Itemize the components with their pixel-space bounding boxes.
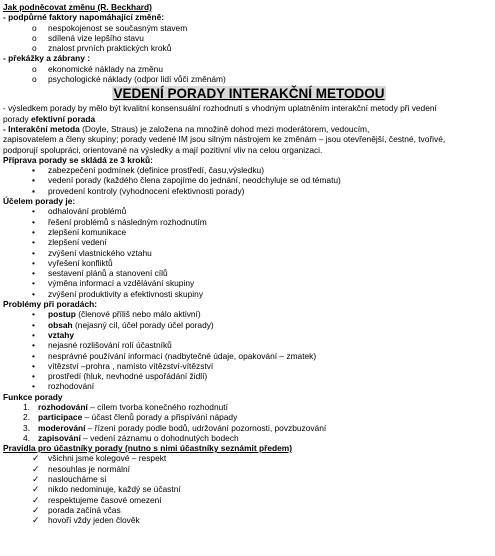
disc-bullet-icon: • [32, 350, 35, 361]
square-bullet-icon: ▪ [32, 185, 35, 196]
intro-line: - výsledkem porady by mělo být kvalitní konsensuální rozhodnutí s vhodným uplatněním interakční metody při vedení [3, 103, 437, 114]
list-item: • prostředí (hluk, nevhodné uspořádání židlí) [32, 371, 208, 382]
circle-bullet-icon: o [32, 43, 37, 54]
problems-heading: Problémy při poradách: [3, 299, 98, 310]
disc-bullet-icon: • [32, 371, 35, 382]
check-icon: ✓ [32, 453, 40, 464]
disc-bullet-icon: • [32, 288, 35, 299]
list-item: • vítězství –prohra , namísto vítězství-vítězství [32, 360, 214, 371]
check-icon: ✓ [32, 504, 40, 515]
disc-bullet-icon: • [32, 340, 35, 351]
list-item: ✓ hovoří vždy jeden člověk [32, 515, 140, 526]
list-item: o ekonomické náklady na změnu [32, 63, 163, 74]
supporting-factors-heading: - podpůrné faktory napomáhající změně: [3, 12, 165, 23]
square-bullet-icon: ▪ [32, 175, 35, 186]
intro-line: porady efektivní porada [3, 113, 96, 124]
list-item: • řešení problémů s následným rozhodnutím [32, 216, 207, 227]
rules-heading: Pravidla pro účastníky porady (nutno s nimi účastníky seznámit předem) [3, 443, 293, 454]
list-item: • zlepšení vedení [32, 237, 107, 248]
numbered-item: 1. rozhodování – cílem tvorba konečného rozhodnutí [23, 401, 228, 412]
list-item: o psychologické náklady (odpor lidí vůči změnám) [32, 74, 226, 85]
numbered-item: 4. zapisování – vedení záznamu o dohodnutých bodech [23, 432, 239, 443]
list-item: ▪ vedení porady (každého člena zapojíme do jednání, neodchyluje se od tématu) [32, 175, 341, 186]
list-item: • postup (členové příliš nebo málo aktivní) [32, 309, 201, 320]
page-title: VEDENÍ PORADY INTERAKČNÍ METODOU [113, 86, 385, 102]
check-icon: ✓ [32, 515, 40, 526]
check-icon: ✓ [32, 463, 40, 474]
disc-bullet-icon: • [32, 247, 35, 258]
list-item: • zlepšení komunikace [32, 226, 127, 237]
method-line: podporují spolupráci, orientované na výsledky a mají pozitivní vliv na celou organizaci. [3, 144, 323, 155]
list-item: o nespokojenost se současným stavem [32, 22, 188, 33]
circle-bullet-icon: o [32, 32, 37, 43]
method-line: zapisovatelem a členy skupiny; porady vedené IM jsou silným nástrojem ke změnám – jsou otevřenější, čestné, tvořivé, [3, 134, 446, 145]
list-item: ✓ všichni jsme kolegové – respekt [32, 453, 167, 464]
numbered-item: 3. moderování – řízení porady podle bodů, udržování pozornosti, povzbuzování [23, 422, 327, 433]
circle-bullet-icon: o [32, 22, 37, 33]
list-item: • nejasné rozlišování rolí účastníků [32, 340, 172, 351]
disc-bullet-icon: • [32, 237, 35, 248]
preparation-heading: Příprava porady se skládá ze 3 kroků: [3, 154, 153, 165]
disc-bullet-icon: • [32, 257, 35, 268]
disc-bullet-icon: • [32, 329, 35, 340]
list-item: • vyřešení konfliktů [32, 257, 113, 268]
list-item: • vztahy [32, 329, 75, 340]
list-item: • zvýšení vlastnického vztahu [32, 247, 152, 258]
disc-bullet-icon: • [32, 278, 35, 289]
list-item: • obsah (nejasný cíl, účel porady účel porady) [32, 319, 214, 330]
purpose-heading: Účelem porady je: [3, 196, 76, 207]
numbered-item: 2. participace – účast členů porady a přispívání nápady [23, 412, 238, 423]
disc-bullet-icon: • [32, 360, 35, 371]
list-item: ✓ porada začíná včas [32, 504, 121, 515]
list-item: ✓ nikdo nedominuje, každý se účastní [32, 484, 181, 495]
list-item: • odhalování problémů [32, 206, 127, 217]
check-icon: ✓ [32, 484, 40, 495]
disc-bullet-icon: • [32, 268, 35, 279]
section-heading-beckhard: Jak podněcovat změnu (R. Beckhard) [3, 2, 152, 12]
list-item: • sestavení plánů a stanovení cílů [32, 268, 168, 279]
list-item: • výměna informací a vzdělávání skupiny [32, 278, 195, 289]
disc-bullet-icon: • [32, 309, 35, 320]
list-item: • nesprávné používání informací (nadbytečné údaje, opakování – zmatek) [32, 350, 317, 361]
list-item: ✓ respektujeme časové omezení [32, 494, 162, 505]
list-item: • zvýšení produktivity a efektivnosti skupiny [32, 288, 204, 299]
list-item: ✓ nasloucháme si [32, 474, 107, 485]
square-bullet-icon: ▪ [32, 165, 35, 176]
list-item: ▪ zabezpečení podmínek (definice prostředí, času,výsledku) [32, 165, 265, 176]
barriers-heading: - překážky a zábrany : [3, 53, 91, 64]
disc-bullet-icon: • [32, 319, 35, 330]
circle-bullet-icon: o [32, 63, 37, 74]
disc-bullet-icon: • [32, 206, 35, 217]
method-line: - Interakční metoda (Doyle, Straus) je založena na množině dohod mezi moderátorem, vedoucím, [3, 123, 370, 134]
list-item: ▪ provedení kontroly (vyhodnocení efektivnosti porady) [32, 185, 245, 196]
list-item: o sdílená vize lepšího stavu [32, 32, 144, 43]
disc-bullet-icon: • [32, 216, 35, 227]
disc-bullet-icon: • [32, 226, 35, 237]
check-icon: ✓ [32, 474, 40, 485]
list-item: • rozhodování [32, 381, 95, 392]
functions-heading: Funkce porady [3, 391, 63, 402]
check-icon: ✓ [32, 494, 40, 505]
list-item: ✓ nesouhlas je normální [32, 463, 130, 474]
list-item: o znalost prvních praktických kroků [32, 43, 172, 54]
disc-bullet-icon: • [32, 381, 35, 392]
circle-bullet-icon: o [32, 74, 37, 85]
